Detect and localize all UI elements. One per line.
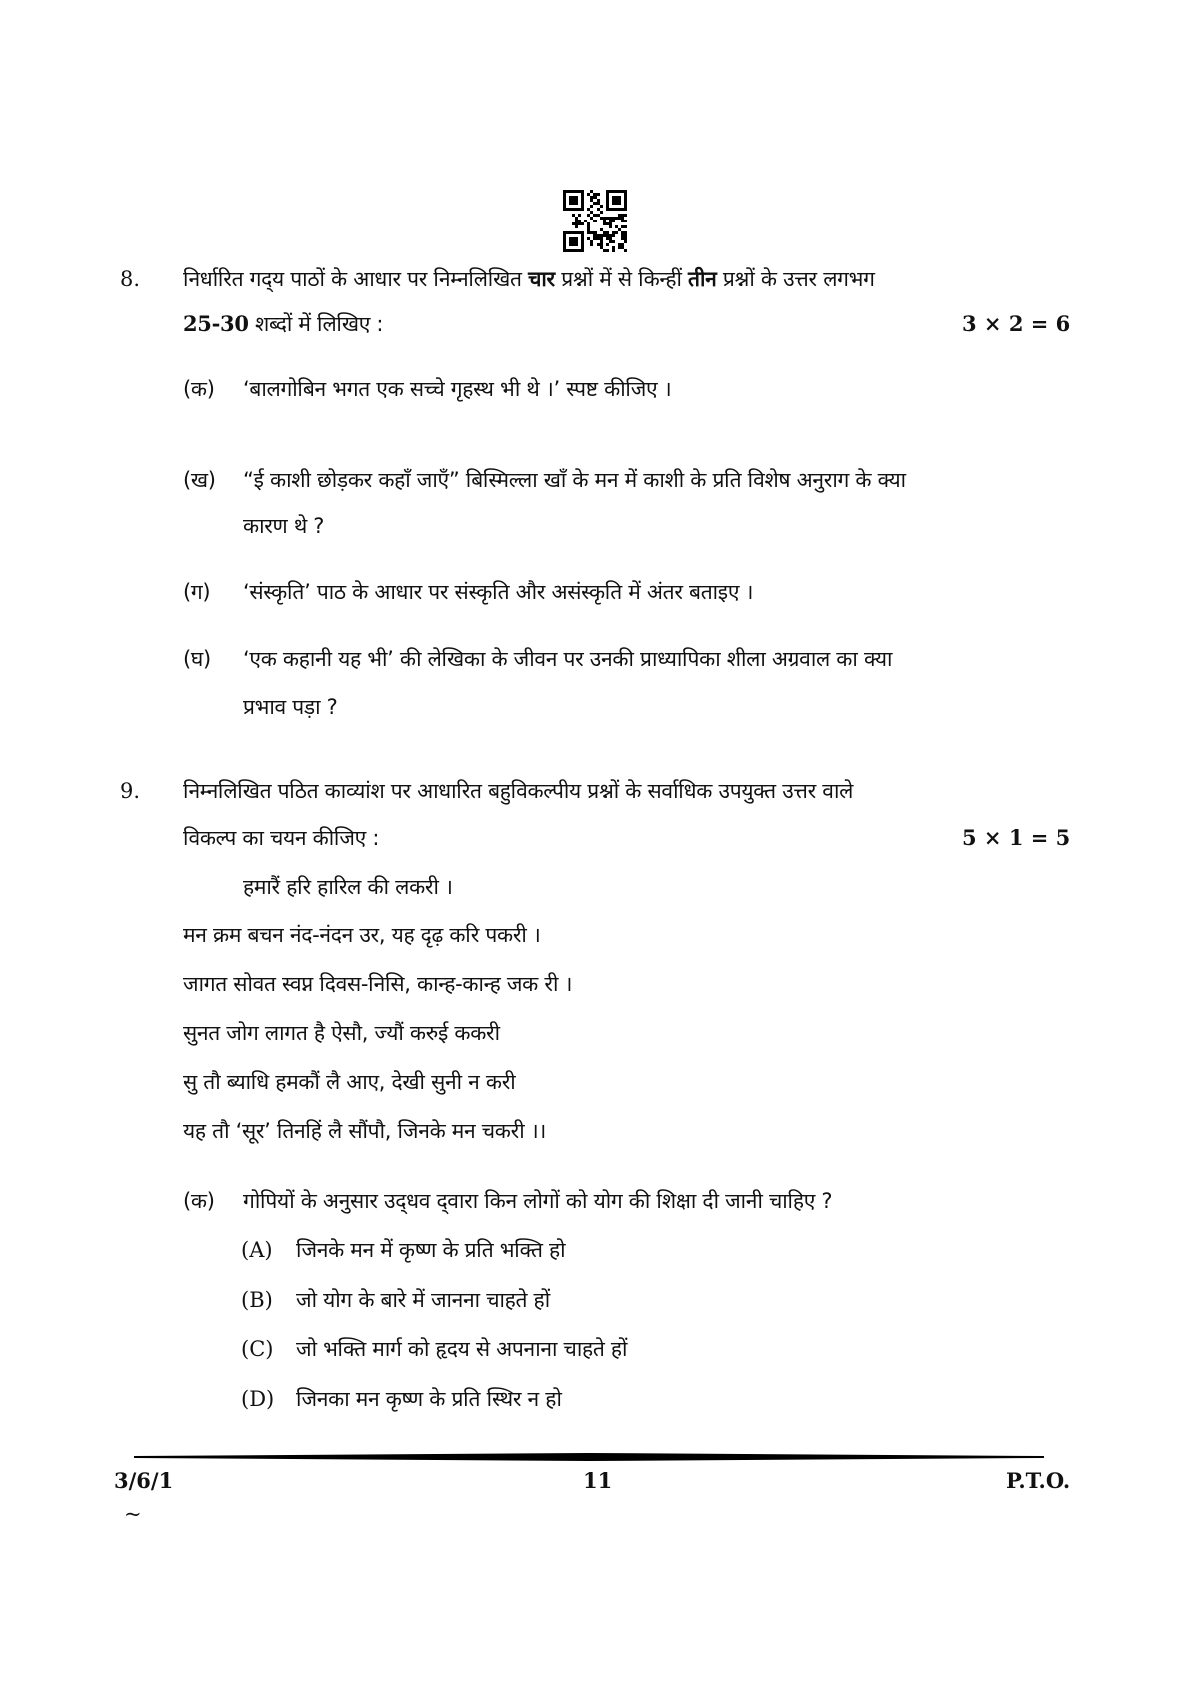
footer-paper-code: 3/6/1 — [114, 1468, 174, 1493]
question-9-number: 9. — [120, 779, 141, 803]
subq-label-kha: (ख) — [183, 468, 216, 492]
question-9-text-line1: निम्नलिखित पठित काव्यांश पर आधारित बहुविकल्पीय प्रश्नों के सर्वाधिक उपयुक्त उत्तर वाले — [183, 779, 854, 803]
mcq-option-d-text: जिनका मन कृष्ण के प्रति स्थिर न हो — [296, 1387, 562, 1411]
poem-line-3: जागत सोवत स्वप्न दिवस-निसि, कान्ह-कान्ह जक री । — [183, 972, 573, 996]
question-8-number: 8. — [120, 267, 141, 291]
q8-bold-three: तीन — [688, 267, 717, 291]
poem-line-6: यह तौ ‘सूर’ तिनहिं लै सौंपौ, जिनके मन चकरी ।। — [183, 1119, 547, 1143]
mcq-option-a-label: (A) — [241, 1238, 273, 1262]
footer-tilde: ~ — [124, 1502, 142, 1526]
subq-label-gha: (घ) — [183, 647, 211, 671]
mcq-question-ka: गोपियों के अनुसार उद्‌धव द्‌वारा किन लोगों को योग की शिक्षा दी जानी चाहिए ? — [243, 1189, 833, 1213]
subq-text-gha-line1: ‘एक कहानी यह भी’ की लेखिका के जीवन पर उनकी प्राध्यापिका शीला अग्रवाल का क्या — [243, 647, 893, 671]
question-9-text-line2: विकल्प का चयन कीजिए : — [183, 826, 380, 850]
subq-label-ka: (क) — [183, 377, 215, 401]
q8-word-range: 25-30 — [183, 311, 249, 336]
footer-page-number: 11 — [583, 1468, 613, 1493]
q8-instruction: शब्दों में लिखिए : — [248, 312, 384, 336]
question-8-text-line2 — [183, 310, 383, 338]
footer-pto: P.T.O. — [1006, 1468, 1071, 1493]
mcq-option-c-text: जो भक्ति मार्ग को हृदय से अपनाना चाहते हों — [296, 1337, 628, 1361]
mcq-option-a-text: जिनके मन में कृष्ण के प्रति भक्ति हो — [296, 1238, 566, 1262]
mcq-option-d-label: (D) — [241, 1387, 275, 1411]
mcq-option-b-text: जो योग के बारे में जानना चाहते हों — [296, 1288, 550, 1312]
subq-text-ka: ‘बालगोबिन भगत एक सच्चे गृहस्थ भी थे ।’ स्पष्ट कीजिए । — [243, 377, 672, 401]
question-8-marks: 3 × 2 = 6 — [962, 311, 1071, 336]
mcq-option-c-label: (C) — [241, 1337, 274, 1361]
footer-divider — [134, 1452, 1044, 1462]
subq-text-kha-line1: “ई काशी छोड़कर कहाँ जाएँ” बिस्मिल्ला खाँ के मन में काशी के प्रति विशेष अनुराग के क्या — [243, 468, 906, 492]
q8-text-part: निर्धारित गद्‌य पाठों के आधार पर निम्नलिखित — [183, 267, 529, 291]
subq-text-gha-line2: प्रभाव पड़ा ? — [243, 695, 338, 719]
subq-label-ga: (ग) — [183, 580, 211, 604]
subq-text-ga: ‘संस्कृति’ पाठ के आधार पर संस्कृति और असंस्कृति में अंतर बताइए । — [243, 580, 754, 604]
poem-line-4: सुनत जोग लागत है ऐसौ, ज्यौं करुई ककरी — [183, 1021, 500, 1045]
mcq-option-b-label: (B) — [241, 1288, 273, 1312]
mcq-label-ka: (क) — [183, 1189, 215, 1213]
q8-text-part: प्रश्नों के उत्तर लगभग — [716, 267, 875, 291]
poem-line-2: मन क्रम बचन नंद-नंदन उर, यह दृढ़ करि पकरी । — [183, 923, 541, 947]
poem-line-5: सु तौ ब्याधि हमकौं लै आए, देखी सुनी न करी — [183, 1070, 516, 1094]
q8-text-part: प्रश्नों में से किन्हीं — [554, 267, 689, 291]
subq-text-kha-line2: कारण थे ? — [243, 514, 325, 538]
question-9-marks: 5 × 1 = 5 — [962, 825, 1071, 850]
qr-code — [563, 190, 627, 252]
poem-line-1: हमारैं हरि हारिल की लकरी । — [243, 875, 453, 899]
q8-bold-four: चार — [528, 267, 555, 291]
question-8-text-line1 — [183, 265, 875, 293]
